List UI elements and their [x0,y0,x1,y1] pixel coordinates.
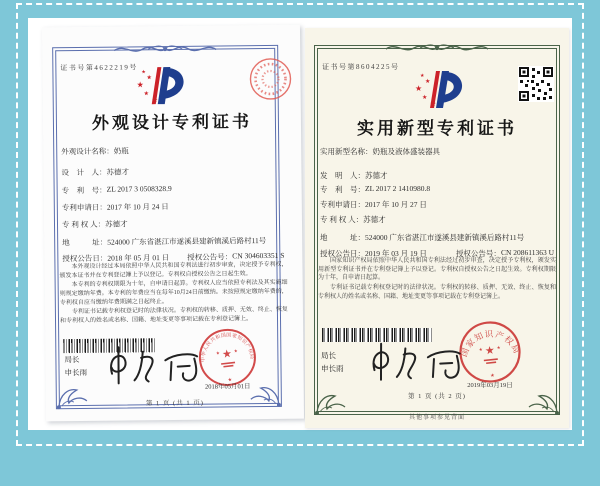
official-seal-icon [455,317,525,387]
field-label: 专 利 号： [61,185,107,196]
grant-date: 2019 年 03 月 19 日 [365,249,427,258]
grant-no-label: 授权公告号： [455,249,501,258]
field-label: 专 利 权 人： [61,219,106,230]
page-footer: 第 1 页 (共 2 页) [408,393,466,400]
field-value: ZL 2017 3 0508328.9 [106,184,172,194]
cnipa-patent-logo-icon [410,66,464,112]
legal-body-text [59,261,288,327]
field-label: 发 明 人： [320,171,365,180]
red-verification-stamp-icon [248,57,292,101]
utility-model-patent-certificate [305,28,569,428]
field-row [61,145,129,157]
design-patent-certificate [42,25,304,422]
seal-date: 2018年05月01日 [204,383,251,391]
field-label: 专利申请日： [320,200,365,209]
field-label: 专利申请日： [61,202,107,213]
border-ornament-icon [382,41,492,56]
director-name: 申长雨 [64,367,88,377]
grant-date-label: 授权公告日： [320,249,365,258]
field-row [320,146,440,157]
certificate-number: 证书号第4622219号 [60,63,138,73]
seal-ring-text: 国家知识产权局 [458,328,523,359]
seal-ring-text: 中华人民共和国国家知识产权局 [201,333,254,363]
field-row [320,184,430,195]
field-label: 实用新型名称： [320,147,373,156]
field-row [320,232,524,243]
body-paragraph: 国家知识产权局依照中华人民共和国专利法经过初步审查，决定授予专利权，颁发实用新型专利证书并在专利登记簿上予以登记。专利权自授权公告之日起生效。专利权期限为十年，自申请日起算。 [318,258,556,282]
director-title: 局长 [64,354,80,365]
field-value: 苏德才 [105,219,128,229]
director-signature-icon [359,335,469,385]
field-row [62,235,266,248]
body-paragraph: 本专利的专利权期限为十年，自申请日起算。专利权人应当依照专利法及其实施细则规定缴纳年费。本专利的年费应当在每年10月24日前缴纳。未按照规定缴纳年费的，专利权自应当缴纳年费期满之日起终止。 [59,280,288,306]
field-label: 地 址： [62,237,108,248]
field-value: ZL 2017 2 1410980.8 [365,184,431,193]
body-paragraph: 本外观设计经过本局依照中华人民共和国专利法进行初步审查，决定授予专利权，颁发本证书并在专利登记簿上予以登记。专利权自授权公告之日起生效。 [59,261,288,279]
field-row [62,184,172,196]
cnipa-patent-logo-icon [131,62,185,109]
field-value: 2017 年 10 月 27 日 [365,200,427,209]
field-row [320,199,427,210]
field-row [62,201,169,213]
photo-content-area [28,18,572,430]
grant-no-label: 授权公告号： [187,252,233,262]
certificate-number: 证书号第8604225号 [322,63,400,71]
field-label: 专 利 号： [320,185,365,194]
qr-code-icon [518,66,554,102]
field-row [62,218,128,230]
field-label: 专 利 权 人： [320,215,364,224]
director-block [321,350,344,376]
field-label: 设 计 人： [61,167,107,178]
director-title: 局长 [321,351,336,360]
grant-no: CN 208611363 U [500,248,554,257]
director-block [64,354,87,380]
field-value: 苏德才 [365,171,388,180]
field-value: 2017 年 10 月 24 日 [106,202,169,212]
field-row [320,170,388,181]
back-side-note: 其他事项参见背面 [408,415,465,421]
field-row [320,214,386,225]
field-value: 524000 广东省湛江市遂溪县建新镇溪后路村11号 [107,236,267,247]
grant-date-label: 授权公告日： [62,253,108,264]
svg-text:★: ★ [227,378,233,384]
field-row [61,166,129,178]
certificate-title: 外观设计专利证书 [91,112,253,133]
director-name: 申长雨 [321,363,344,373]
field-value: 奶瓶 [113,146,129,156]
body-paragraph: 专利证书记载专利权登记时的法律状况。专利权的转移、质押、无效、终止、恢复和专利权人的姓名或名称、国籍、地址变更等事项记载在专利登记簿上。 [318,285,556,300]
field-label: 地 址： [320,233,365,242]
border-ornament-icon [110,41,220,57]
grant-date: 2018 年 05 月 01 日 [107,253,170,263]
grant-no: CN 304603351 S [232,250,285,261]
field-value: 苏德才 [363,215,386,224]
svg-text:★: ★ [490,373,496,380]
certificate-title: 实用新型专利证书 [357,119,517,138]
seal-date: 2019年03月19日 [467,382,513,389]
field-value: 苏德才 [106,167,130,177]
page-footer: 第 1 页 (共 1 页) [145,399,204,408]
field-label: 外观设计名称： [61,146,114,157]
body-paragraph: 专利证书记载专利权登记时的法律状况。专利权的转移、质押、无效、终止、恢复和专利权人的姓名或名称、国籍、地址变更等事项记载在专利登记簿上。 [59,307,288,325]
legal-body-text [318,257,556,302]
field-value: 奶瓶及液体盛装器具 [372,147,440,156]
field-value: 524000 广东省湛江市遂溪县建新镇溪后路村11号 [365,233,525,242]
